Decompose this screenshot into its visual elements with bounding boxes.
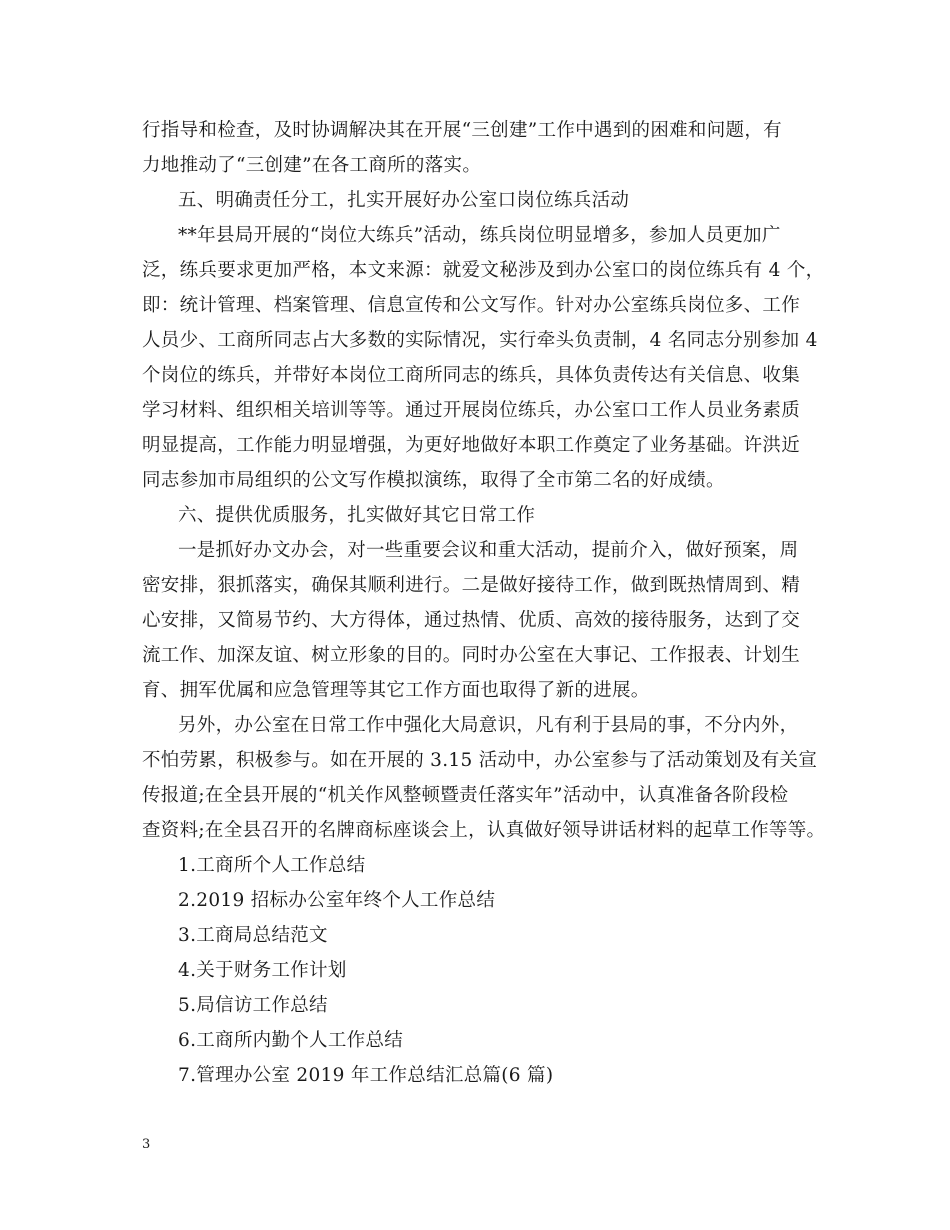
- section-heading: 六、提供优质服务，扎实做好其它日常工作: [178, 505, 536, 526]
- section-heading: 五、明确责任分工，扎实开展好办公室口岗位练兵活动: [178, 190, 630, 211]
- body-text-line: 流工作、加深友谊、树立形象的目的。同时办公室在大事记、工作报表、计划生: [142, 645, 801, 666]
- related-link-7[interactable]: 7.管理办公室 2019 年工作总结汇总篇(6 篇): [178, 1065, 554, 1086]
- related-link-2[interactable]: 2.2019 招标办公室年终个人工作总结: [178, 890, 496, 911]
- related-link-1[interactable]: 1.工商所个人工作总结: [178, 855, 366, 876]
- body-text-line: 明显提高，工作能力明显增强，为更好地做好本职工作奠定了业务基础。许洪近: [142, 435, 801, 456]
- related-link-4[interactable]: 4.关于财务工作计划: [178, 960, 347, 981]
- body-text-line: 一是抓好办文办会，对一些重要会议和重大活动，提前介入，做好预案，周: [178, 540, 799, 561]
- body-text-line: 力地推动了“三创建”在各工商所的落实。: [142, 155, 482, 176]
- body-text-line: 育、拥军优属和应急管理等其它工作方面也取得了新的进展。: [142, 680, 650, 701]
- body-text-line: 人员少、工商所同志占大多数的实际情况，实行牵头负责制，4 名同志分别参加 4: [142, 330, 818, 351]
- body-text-line: 查资料;在全县召开的名牌商标座谈会上，认真做好领导讲话材料的起草工作等等。: [142, 820, 826, 841]
- body-text-line: 学习材料、组织相关培训等等。通过开展岗位练兵，办公室口工作人员业务素质: [142, 400, 801, 421]
- body-text-line: 另外，办公室在日常工作中强化大局意识，凡有利于县局的事，不分内外，: [178, 715, 799, 736]
- related-link-5[interactable]: 5.局信访工作总结: [178, 995, 328, 1016]
- page-number: 3: [142, 1137, 151, 1152]
- body-text-line: 同志参加市局组织的公文写作模拟演练，取得了全市第二名的好成绩。: [142, 470, 725, 491]
- body-text-line: 即：统计管理、档案管理、信息宣传和公文写作。针对办公室练兵岗位多、工作: [142, 295, 801, 316]
- body-text-line: 个岗位的练兵，并带好本岗位工商所同志的练兵，具体负责传达有关信息、收集: [142, 365, 801, 386]
- related-link-3[interactable]: 3.工商局总结范文: [178, 925, 328, 946]
- body-text-line: 泛，练兵要求更加严格，本文来源：就爱文秘涉及到办公室口的岗位练兵有 4 个，: [142, 260, 825, 281]
- body-text-line: 行指导和检查，及时协调解决其在开展“三创建”工作中遇到的困难和问题，有: [142, 120, 782, 141]
- body-text-line: 心安排，又简易节约、大方得体，通过热情、优质、高效的接待服务，达到了交: [142, 610, 801, 631]
- body-text-line: **年县局开展的“岗位大练兵”活动，练兵岗位明显增多，参加人员更加广: [178, 225, 781, 246]
- body-text-line: 密安排，狠抓落实，确保其顺利进行。二是做好接待工作，做到既热情周到、精: [142, 575, 801, 596]
- body-text-line: 不怕劳累，积极参与。如在开展的 3.15 活动中，办公室参与了活动策划及有关宣: [142, 750, 818, 771]
- related-link-6[interactable]: 6.工商所内勤个人工作总结: [178, 1030, 404, 1051]
- body-text-line: 传报道;在全县开展的“机关作风整顿暨责任落实年”活动中，认真准备各阶段检: [142, 785, 789, 806]
